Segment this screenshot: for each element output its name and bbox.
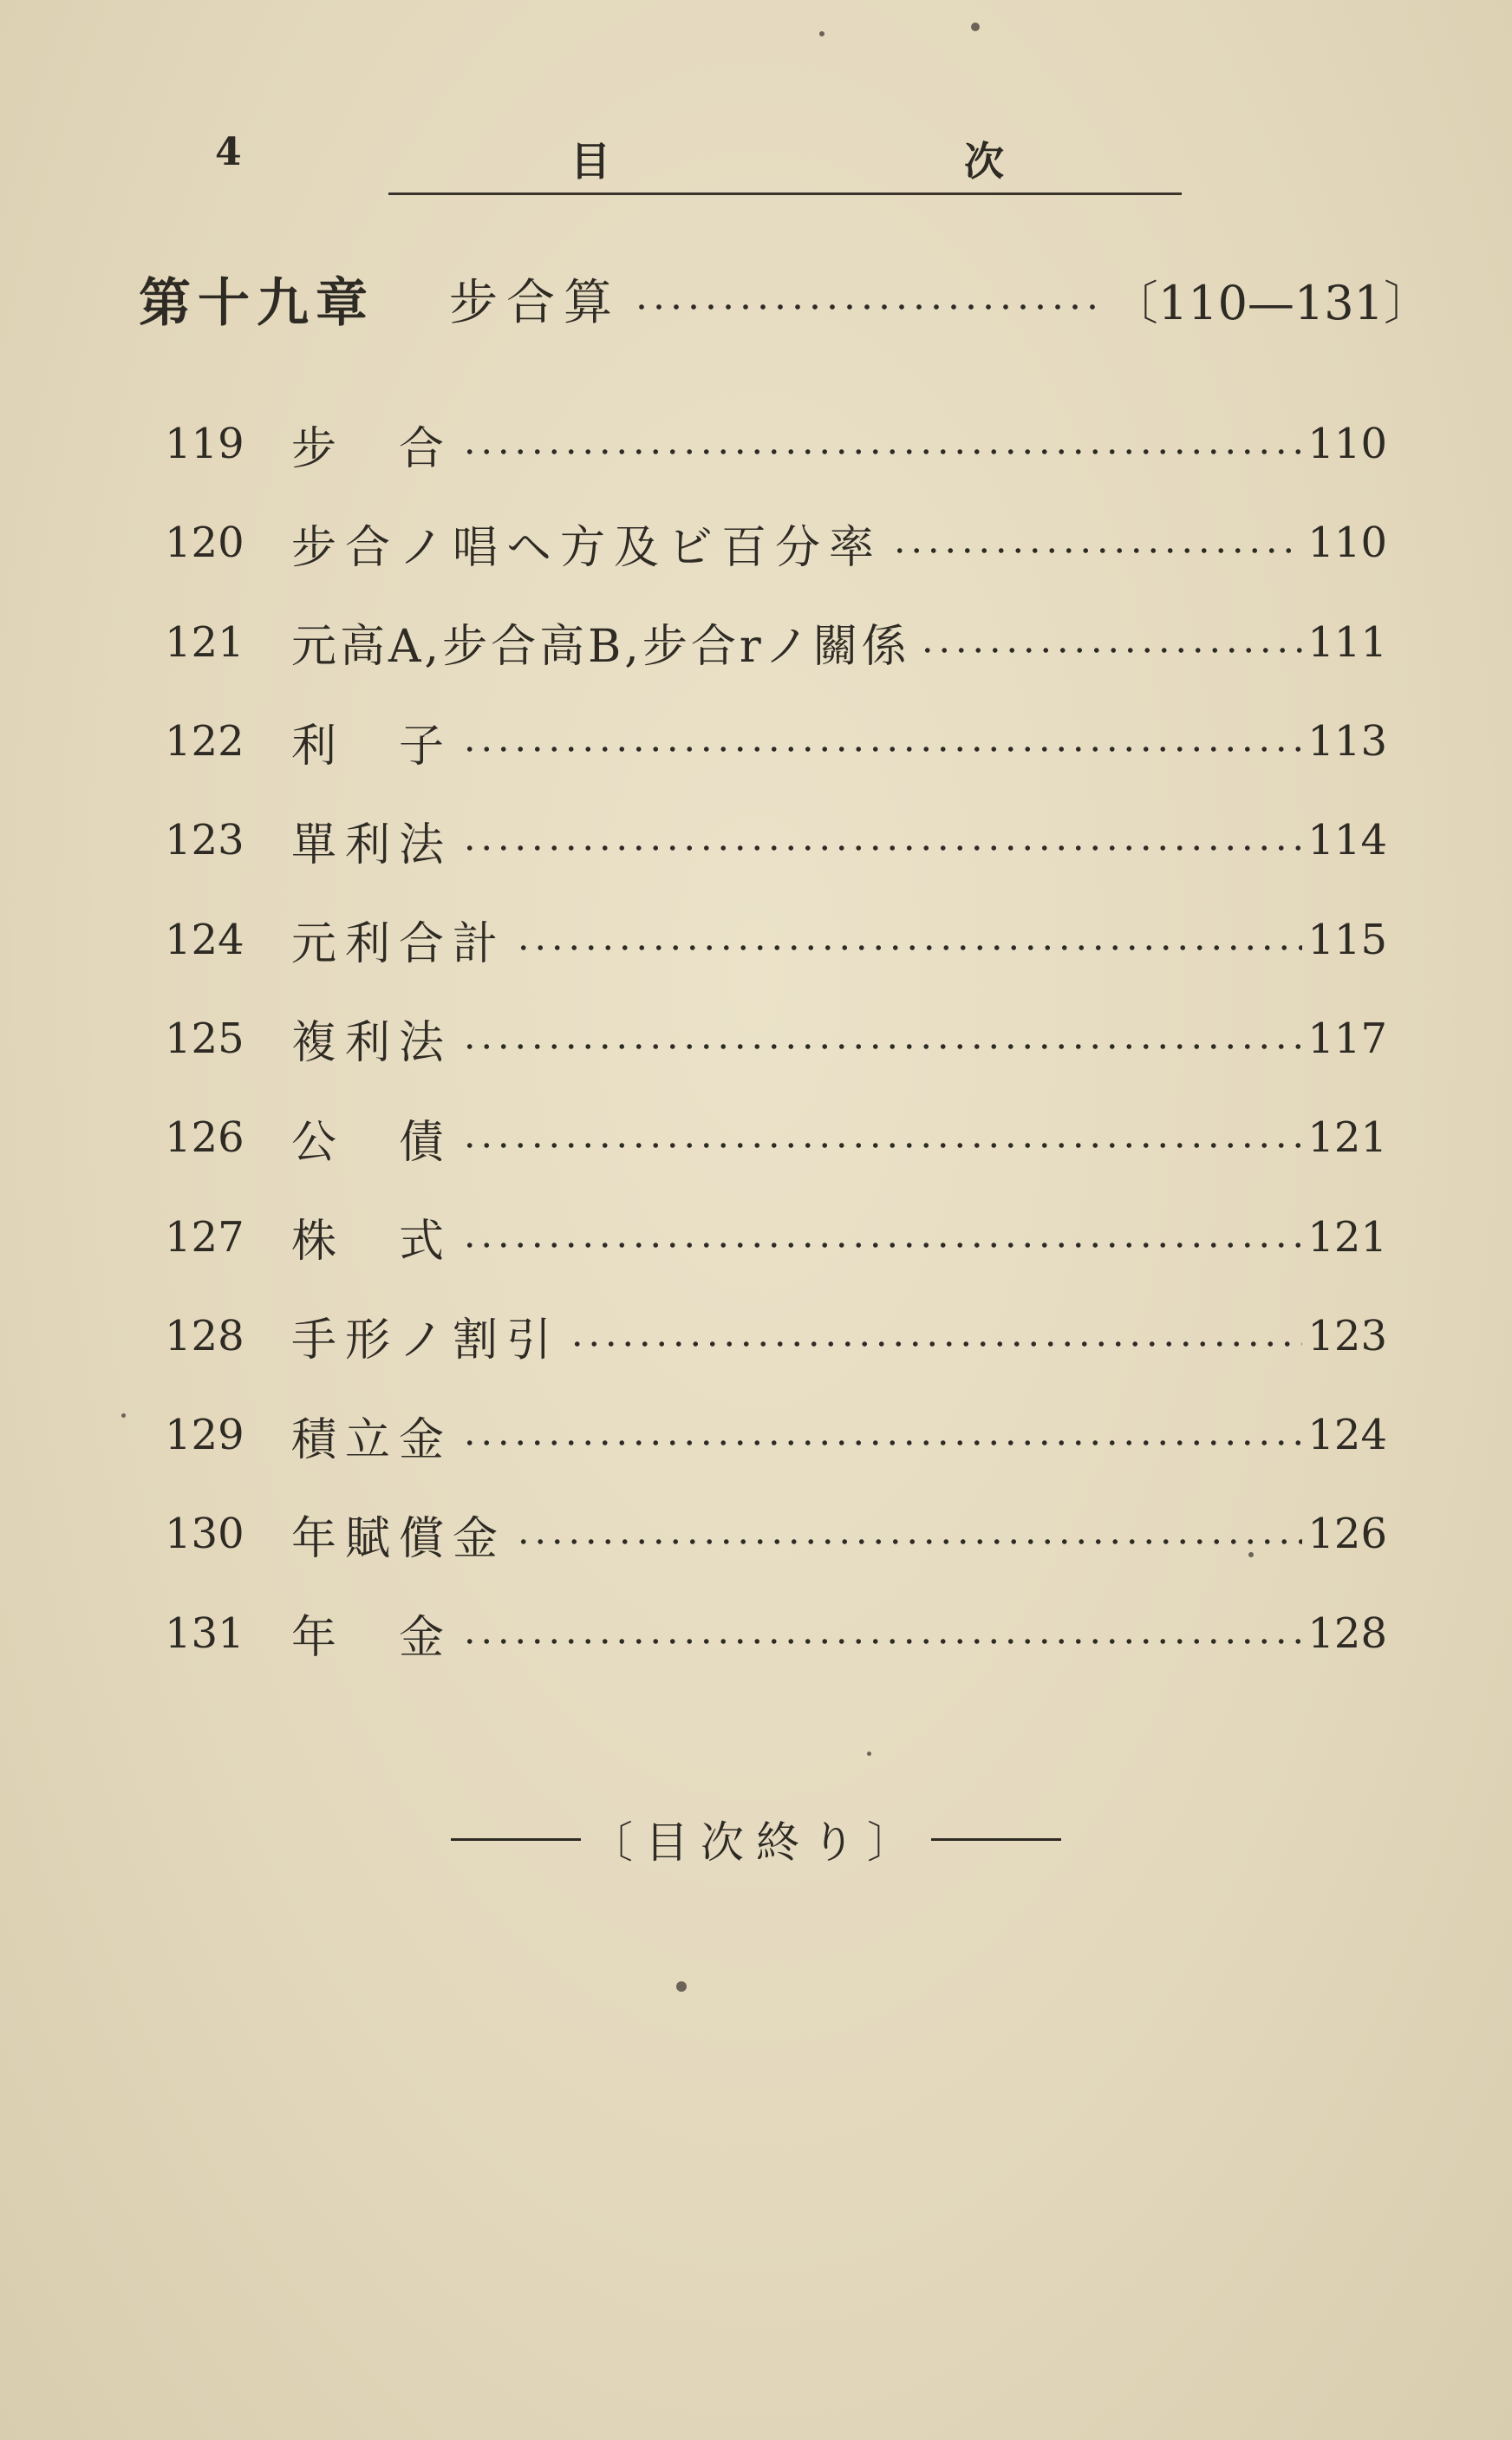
entry-number: 125 <box>165 1014 244 1063</box>
toc-entry[interactable] <box>165 493 1387 592</box>
paper-speck <box>121 1413 126 1418</box>
dot-leader <box>461 844 1302 852</box>
paper-speck <box>676 1981 687 1992</box>
entry-title: 步 合 <box>291 422 453 475</box>
entry-page: 117 <box>1307 1014 1387 1063</box>
paper-speck <box>867 1752 871 1756</box>
toc-entry[interactable] <box>165 1484 1387 1583</box>
dot-leader <box>891 546 1302 555</box>
entry-title: 公 債 <box>291 1116 453 1169</box>
entry-title: 株 式 <box>291 1216 453 1269</box>
entry-page: 126 <box>1307 1510 1387 1559</box>
toc-entry[interactable] <box>165 395 1387 493</box>
entry-number: 131 <box>165 1608 244 1658</box>
end-rule-right <box>931 1838 1061 1841</box>
toc-entry[interactable] <box>165 1088 1387 1187</box>
dot-leader <box>569 1340 1302 1348</box>
entry-number: 123 <box>165 816 244 865</box>
entry-number: 126 <box>165 1113 244 1163</box>
entry-title: 積立金 <box>291 1413 453 1466</box>
toc-entry[interactable] <box>165 593 1387 692</box>
dot-leader <box>461 1637 1302 1646</box>
dot-leader <box>461 1241 1302 1249</box>
entry-page: 128 <box>1307 1608 1387 1658</box>
paper-speck <box>819 31 824 36</box>
entry-number: 130 <box>165 1510 244 1559</box>
toc-entry[interactable] <box>165 1287 1387 1386</box>
dot-leader <box>515 943 1302 952</box>
toc-entry[interactable] <box>165 692 1387 791</box>
end-text: 〔目次終り〕 <box>590 1817 922 1868</box>
dot-leader <box>461 745 1302 754</box>
dot-leader <box>515 1537 1302 1546</box>
entry-page: 124 <box>1307 1411 1387 1460</box>
toc-entry[interactable] <box>165 989 1387 1088</box>
dot-leader <box>919 646 1303 655</box>
entry-number: 119 <box>165 420 244 469</box>
toc-entry[interactable] <box>165 791 1387 890</box>
entry-title: 元利合計 <box>291 918 507 971</box>
toc-entry[interactable] <box>165 1187 1387 1286</box>
dot-leader <box>461 1141 1302 1150</box>
entry-title: 年 金 <box>291 1612 453 1665</box>
entry-page: 110 <box>1307 519 1387 568</box>
running-title-left: 目 <box>570 138 610 185</box>
entry-page: 123 <box>1307 1311 1387 1360</box>
entry-number: 124 <box>165 915 244 964</box>
entry-page: 114 <box>1307 816 1387 865</box>
header-rule <box>388 192 1182 195</box>
page-number: 4 <box>215 130 242 174</box>
chapter-heading <box>139 260 1431 338</box>
paper-speck <box>971 23 980 31</box>
toc-entry[interactable] <box>165 1584 1387 1683</box>
chapter-page-range: 〔110—131〕 <box>1111 275 1431 330</box>
toc-entries <box>165 395 1387 1683</box>
toc-end-mark <box>0 1808 1512 1870</box>
toc-entry[interactable] <box>165 890 1387 988</box>
chapter-title: 步合算 <box>449 275 621 331</box>
running-title <box>388 130 1177 187</box>
entry-page: 115 <box>1307 915 1387 964</box>
entry-page: 121 <box>1307 1113 1387 1163</box>
toc-entry[interactable] <box>165 1386 1387 1484</box>
entry-page: 113 <box>1307 717 1387 767</box>
running-title-right: 次 <box>964 138 1004 185</box>
entry-page: 121 <box>1307 1212 1387 1262</box>
entry-title: 步合ノ唱ヘ方及ビ百分率 <box>291 521 883 574</box>
entry-title: 複利法 <box>291 1017 453 1070</box>
entry-number: 129 <box>165 1411 244 1460</box>
chapter-label: 第十九章 <box>139 273 375 334</box>
entry-title: 元高A,步合高B,步合rノ關係 <box>291 621 910 674</box>
dot-leader <box>461 447 1302 456</box>
dot-leader <box>461 1439 1302 1447</box>
entry-page: 110 <box>1307 420 1387 469</box>
dot-leader <box>461 1042 1302 1051</box>
end-rule-left <box>451 1838 581 1841</box>
entry-number: 122 <box>165 717 244 767</box>
entry-number: 121 <box>165 617 244 667</box>
entry-title: 利 子 <box>291 720 453 773</box>
entry-page: 111 <box>1307 617 1387 667</box>
entry-title: 手形ノ割引 <box>291 1315 561 1367</box>
entry-number: 120 <box>165 519 244 568</box>
dot-leader <box>633 303 1099 311</box>
entry-number: 128 <box>165 1311 244 1360</box>
entry-number: 127 <box>165 1212 244 1262</box>
entry-title: 單利法 <box>291 819 453 871</box>
entry-title: 年賦償金 <box>291 1512 507 1565</box>
